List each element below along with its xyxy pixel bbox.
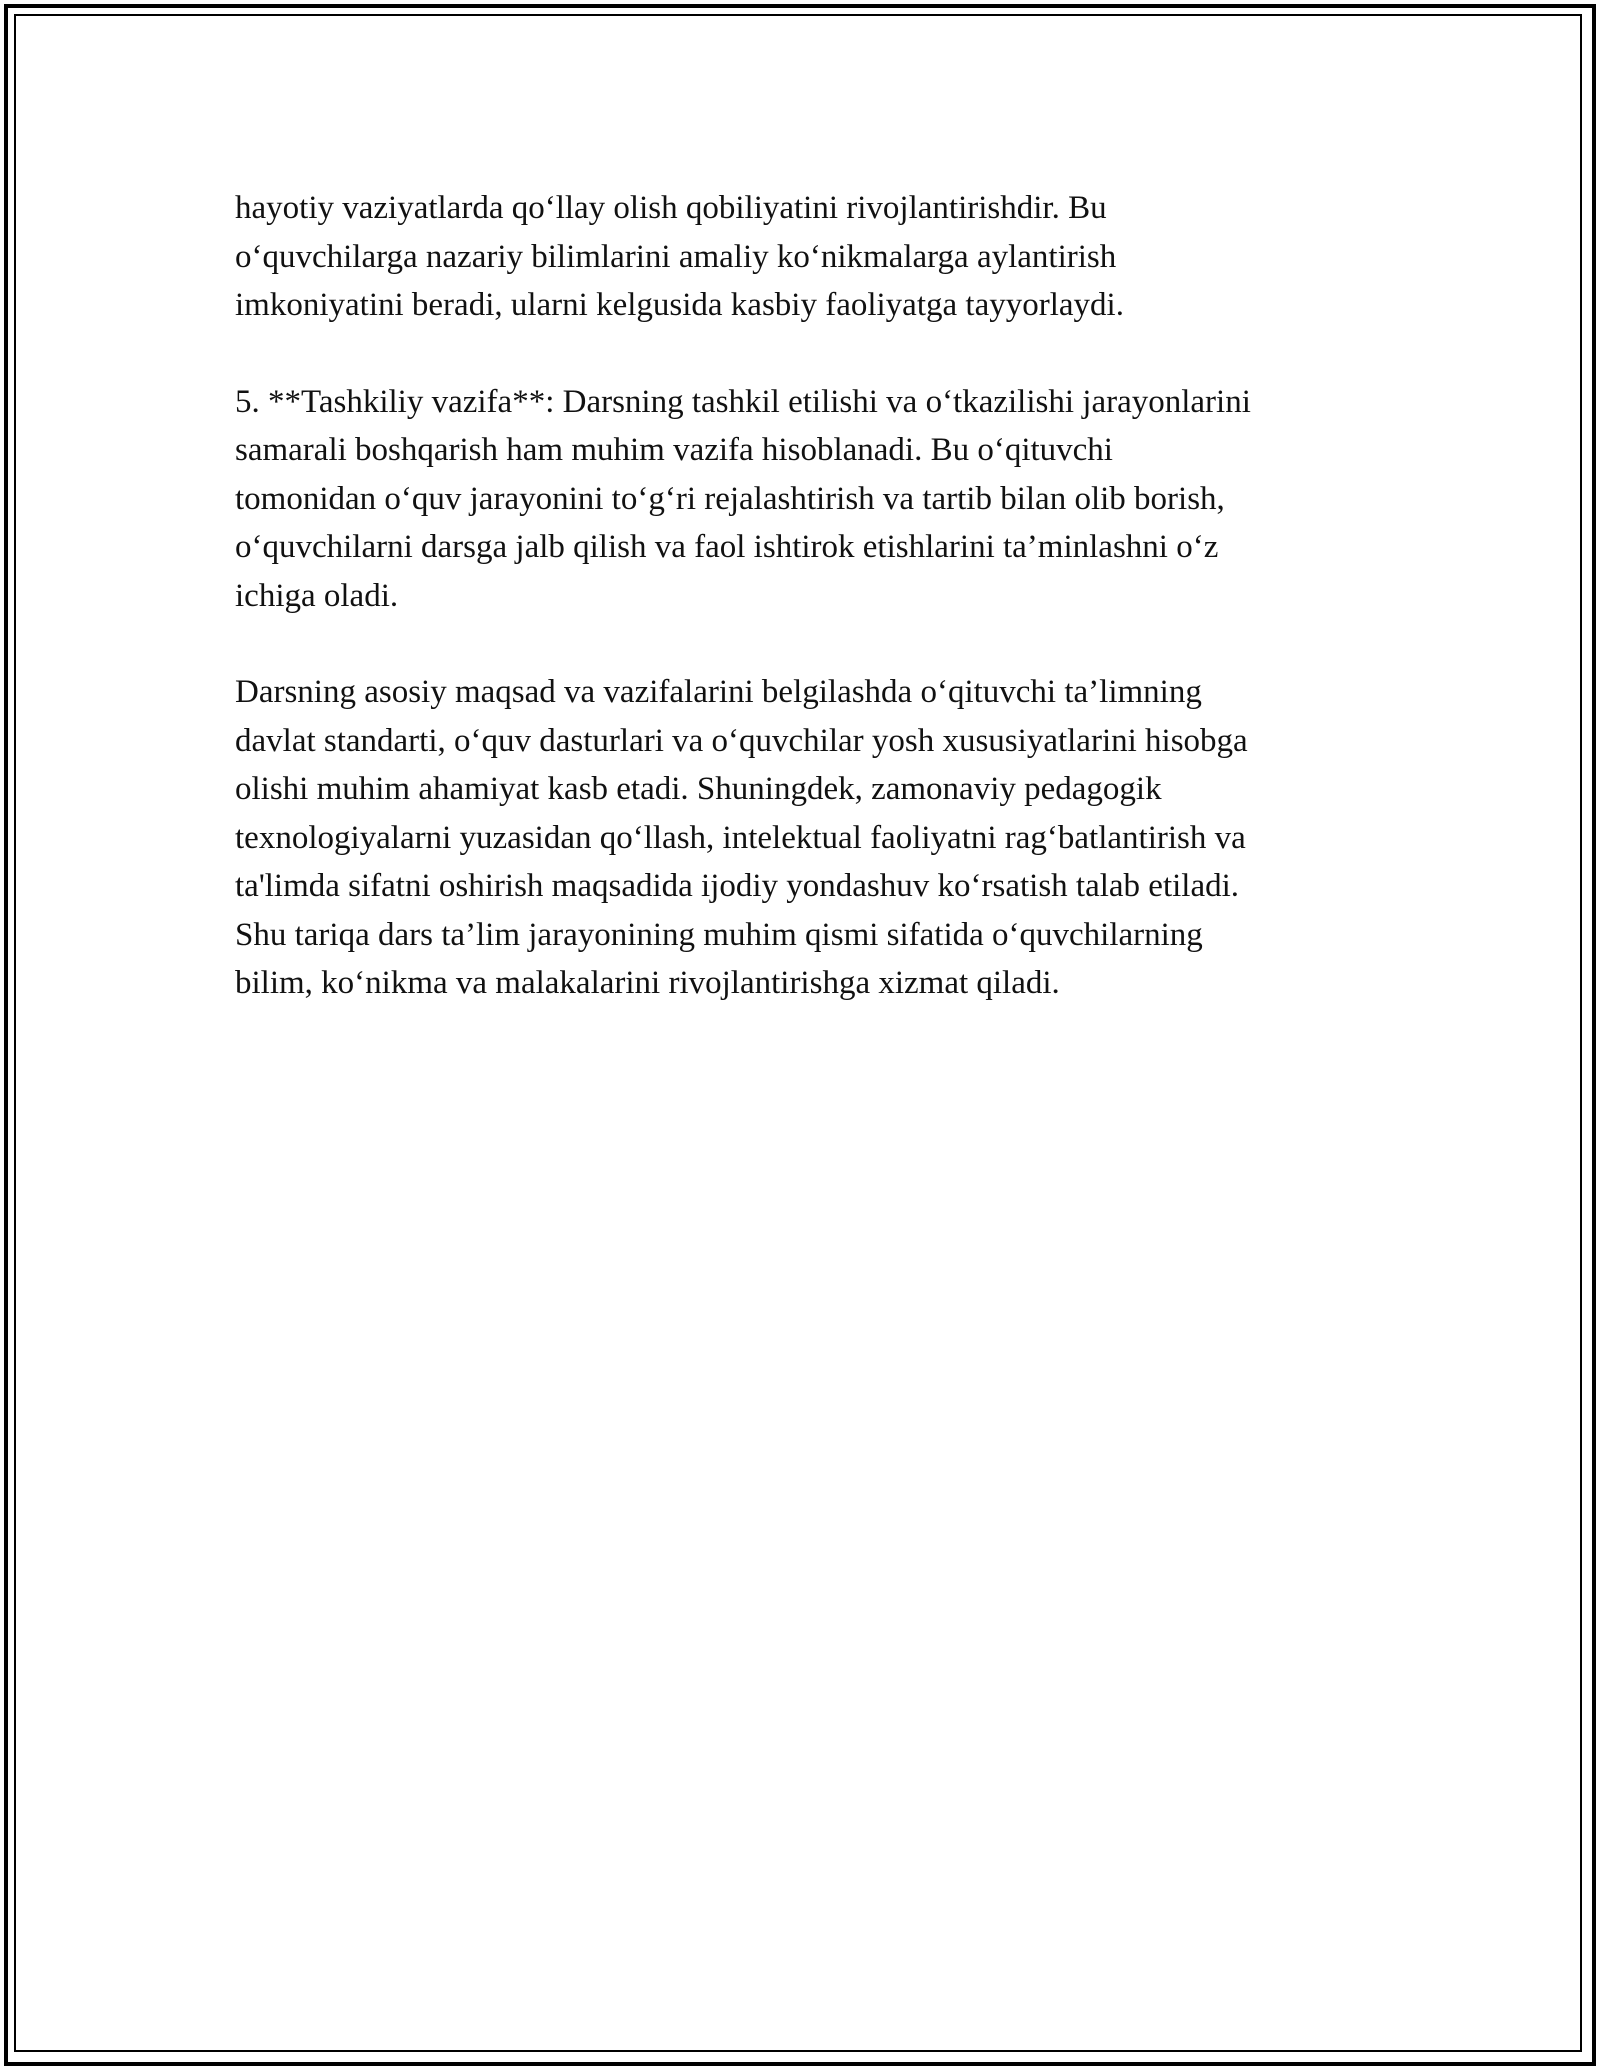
text-line: hayotiy vaziyatlarda qo‘llay olish qobiliyatini rivojlantirishdir. Bu [235, 190, 1107, 226]
paragraph-organizational-task [235, 378, 1375, 621]
text-line: Shu tariqa dars ta’lim jarayonining muhim qismi sifatida o‘quvchilarning [235, 916, 1203, 953]
text-line: o‘quvchilarga nazariy bilimlarini amaliy ko‘nikmalarga aylantirish [235, 238, 1117, 275]
paragraph-conclusion [235, 668, 1375, 1008]
text-line: ichiga oladi. [235, 577, 399, 614]
text-line: tomonidan o‘quv jarayonini to‘g‘ri rejalashtirish va tartib bilan olib borish, [235, 480, 1225, 517]
paragraph-practical-application [235, 184, 1375, 330]
text-line: olishi muhim ahamiyat kasb etadi. Shuningdek, zamonaviy pedagogik [235, 771, 1162, 807]
text-line: 5. **Tashkiliy vazifa**: Darsning tashkil etilishi va o‘tkazilishi jarayonlarini [235, 383, 1251, 420]
text-line: imkoniyatini beradi, ularni kelgusida kasbiy faoliyatga tayyorlaydi. [235, 287, 1124, 323]
document-body [235, 184, 1375, 1056]
text-line: davlat standarti, o‘quv dasturlari va o‘quvchilar yosh xususiyatlarini hisobga [235, 722, 1248, 759]
text-line: samarali boshqarish ham muhim vazifa hisoblanadi. Bu o‘qituvchi [235, 432, 1113, 468]
text-line: texnologiyalarni yuzasidan qo‘llash, intelektual faoliyatni rag‘batlantirish va [235, 819, 1246, 856]
text-line: o‘quvchilarni darsga jalb qilish va faol ishtirok etishlarini ta’minlashni o‘z [235, 529, 1219, 565]
text-line: ta'limda sifatni oshirish maqsadida ijodiy yondashuv ko‘rsatish talab etiladi. [235, 868, 1240, 904]
text-line: bilim, ko‘nikma va malakalarini rivojlantirishga xizmat qiladi. [235, 965, 1060, 1001]
text-line: Darsning asosiy maqsad va vazifalarini belgilashda o‘qituvchi ta’limning [235, 674, 1202, 710]
